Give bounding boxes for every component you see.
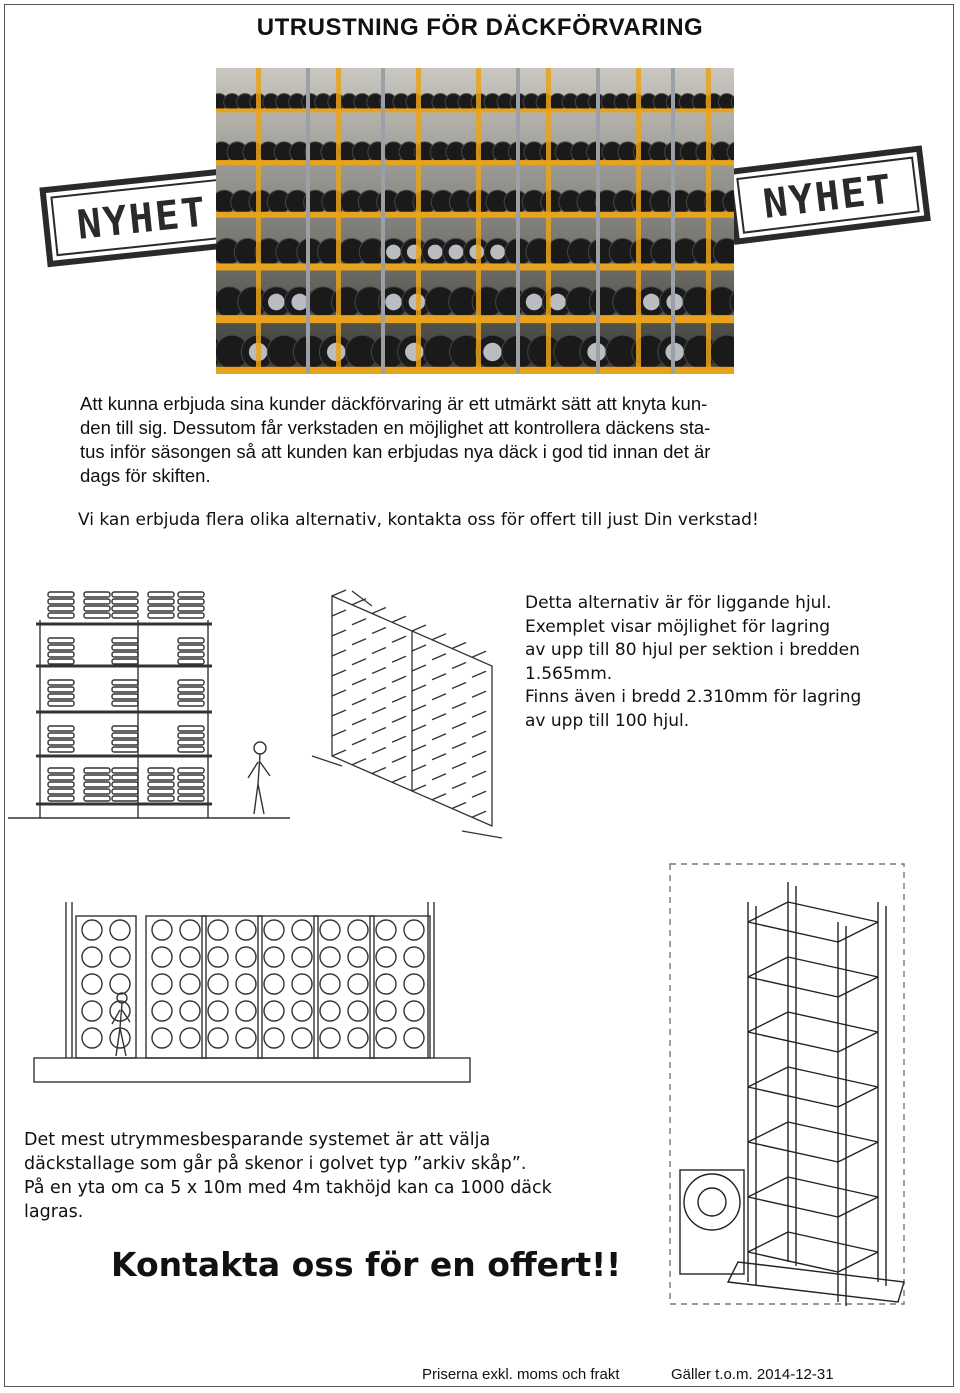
arm-rack-isometric-drawing xyxy=(312,576,522,846)
intro-line: dags för skiften. xyxy=(80,465,211,486)
rail-system-description xyxy=(24,1128,664,1224)
contact-call-to-action: Kontakta oss för en offert!! xyxy=(111,1245,622,1284)
intro-line: Att kunna erbjuda sina kunder däckförvaring är ett utmärkt sätt att knyta kun- xyxy=(80,393,708,414)
rails-line: lagras. xyxy=(24,1202,84,1222)
lying-line: av upp till 80 hjul per sektion i bredden xyxy=(525,640,860,660)
footer-validity-date: Gäller t.o.m. 2014-12-31 xyxy=(671,1366,834,1383)
new-stamp-right-text: NYHET xyxy=(760,166,896,228)
intro-paragraph xyxy=(80,392,870,488)
intro-line: tus inför säsongen så att kunden kan erbjudas nya däck i god tid innan det är xyxy=(80,441,711,462)
lying-line: 1.565mm. xyxy=(525,663,613,684)
lying-line: Detta alternativ är för liggande hjul. xyxy=(525,593,832,613)
lying-line: Exemplet visar möjlighet för lagring xyxy=(525,616,831,637)
lying-wheels-description xyxy=(525,592,945,733)
page-title: UTRUSTNING FÖR DÄCKFÖRVARING xyxy=(256,14,704,41)
tire-warehouse-photo xyxy=(216,68,734,374)
rails-line: Det mest utrymmesbesparande systemet är att välja xyxy=(24,1130,491,1150)
lying-line: Finns även i bredd 2.310mm för lagring xyxy=(525,687,862,707)
horizontal-rack-front-drawing xyxy=(8,584,298,820)
intro-line: den till sig. Dessutom får verkstaden en möjlighet att kontrollera däckens sta- xyxy=(80,417,711,438)
mobile-rack-front-drawing xyxy=(30,898,474,1088)
rails-line: däckstallage som går på skenor i golvet typ ”arkiv skåp”. xyxy=(24,1154,527,1174)
offer-text: Vi kan erbjuda flera olika alternativ, kontakta oss för offert till just Din verkstad! xyxy=(78,510,759,530)
lying-line: av upp till 100 hjul. xyxy=(525,710,690,731)
rails-line: På en yta om ca 5 x 10m med 4m takhöjd kan ca 1000 däck xyxy=(24,1178,552,1198)
new-stamp-right xyxy=(724,140,934,250)
footer-prices-note: Priserna exkl. moms och frakt xyxy=(422,1366,620,1383)
new-stamp-left-text: NYHET xyxy=(74,189,210,249)
mobile-rack-isometric-drawing xyxy=(668,862,908,1306)
